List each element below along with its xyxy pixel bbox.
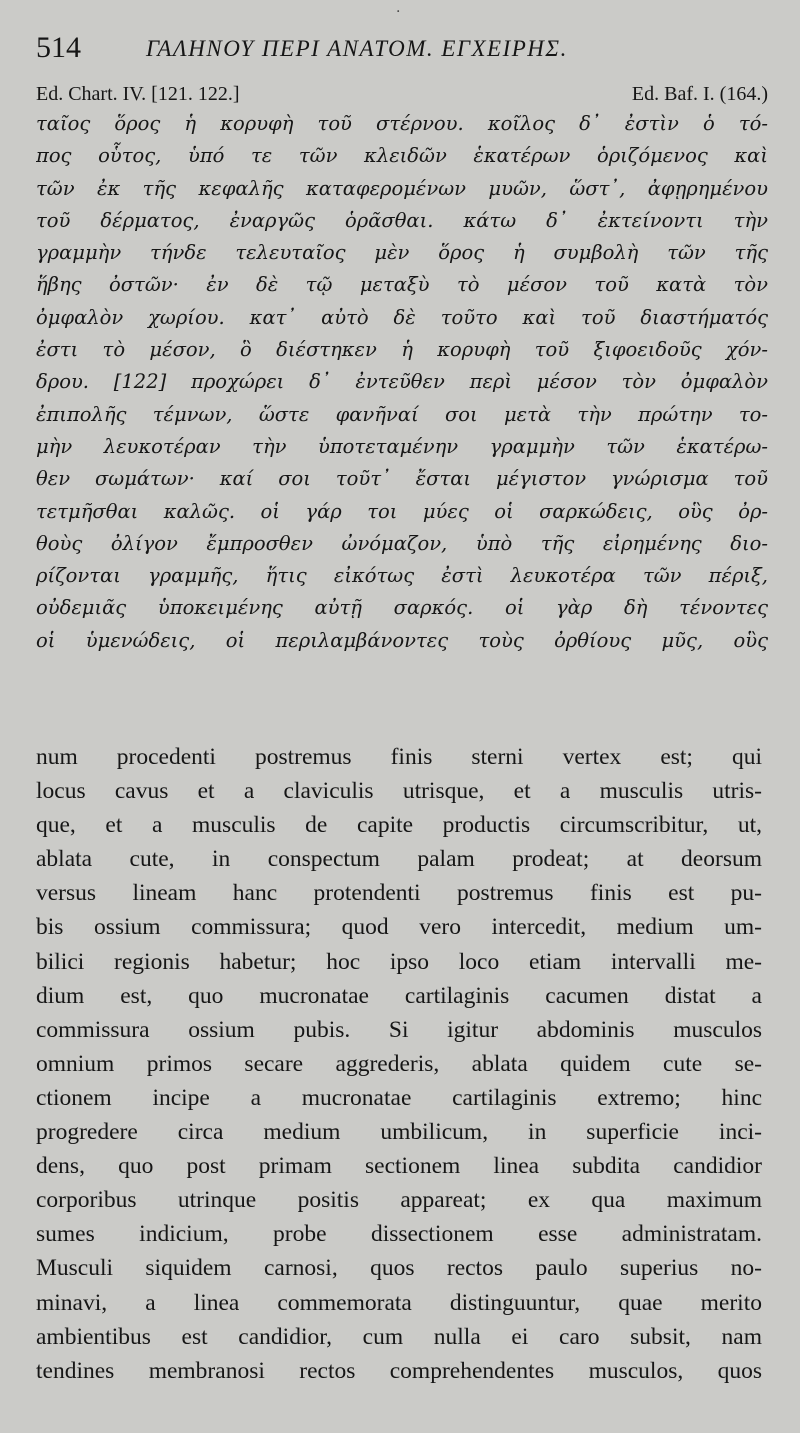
- page-number: 514: [36, 31, 81, 64]
- greek-line: ὀμφαλὸν χωρίου. κατ᾽ αὐτὸ δὲ τοῦτο καὶ τοῦ διαστήματός: [36, 305, 768, 329]
- latin-line: ctionem incipe a mucronatae cartilaginis extremo; hinc: [36, 1084, 762, 1111]
- latin-line: dens, quo post primam sectionem linea subdita candidior: [36, 1153, 762, 1180]
- edition-reference-basel: Ed. Baf. I. (164.): [631, 83, 768, 105]
- edition-reference-chart: Ed. Chart. IV. [121. 122.]: [36, 83, 240, 105]
- greek-line: τετμῆσθαι καλῶς. οἱ γάρ τοι μύες οἱ σαρκώδεις, οὓς ὀρ-: [36, 499, 768, 523]
- greek-line: θεν σωμάτων· καί σοι τοῦτ᾽ ἔσται μέγιστον γνώρισμα τοῦ: [36, 467, 768, 491]
- printer-mark: ·: [396, 4, 401, 20]
- latin-line: versus lineam hanc protendenti postremus finis est pu-: [36, 880, 762, 907]
- greek-line: τοῦ δέρματος, ἐναργῶς ὁρᾶσθαι. κάτω δ᾽ ἐκτείνοντι τὴν: [36, 208, 768, 232]
- greek-line: ρίζονται γραμμῆς, ἥτις εἰκότως ἐστὶ λευκοτέρα τῶν πέριξ,: [36, 564, 768, 588]
- greek-text-block: [36, 108, 768, 657]
- latin-line: minavi, a linea commemorata distinguuntur, quae merito: [36, 1289, 762, 1316]
- greek-line: δρου. [122] προχώρει δ᾽ ἐντεῦθεν περὶ μέσον τὸν ὀμφαλὸν: [36, 370, 768, 394]
- latin-line: bilici regionis habetur; hoc ipso loco etiam intervalli me-: [36, 948, 762, 975]
- greek-line: θοὺς ὀλίγον ἔμπροσθεν ὠνόμαζον, ὑπὸ τῆς εἰρημένης διο-: [36, 531, 768, 555]
- latin-line: bis ossium commissura; quod vero intercedit, medium um-: [36, 914, 762, 941]
- show-through-ink: [40, 703, 740, 725]
- greek-line: ἐστι τὸ μέσον, ὃ διέστηκεν ἡ κορυφὴ τοῦ ξιφοειδοῦς χόν-: [36, 338, 768, 362]
- latin-line: num procedenti postremus finis sterni vertex est; qui: [36, 744, 762, 770]
- greek-line: γραμμὴν τήνδε τελευταῖος μὲν ὅρος ἡ συμβολὴ τῶν τῆς: [36, 241, 768, 265]
- latin-line: progredere circa medium umbilicum, in superficie inci-: [36, 1119, 762, 1146]
- latin-line: dium est, quo mucronatae cartilaginis cacumen distat a: [36, 982, 762, 1009]
- latin-line: omnium primos secare aggrederis, ablata quidem cute se-: [36, 1050, 762, 1077]
- latin-line: locus cavus et a claviculis utrisque, et a musculis utris-: [36, 778, 762, 805]
- running-title: ΓΑΛΗΝΟΥ ΠΕΡΙ ΑΝΑΤΟΜ. ΕΓΧΕΙΡΗΣ.: [146, 36, 568, 61]
- greek-line: οἱ ὑμενώδεις, οἱ περιλαμβάνοντες τοὺς ὀρθίους μῦς, οὓς: [36, 628, 768, 652]
- latin-line: corporibus utrinque positis appareat; ex qua maximum: [36, 1187, 762, 1214]
- latin-line: que, et a musculis de capite productis circumscribitur, ut,: [36, 812, 762, 839]
- latin-line: ablata cute, in conspectum palam prodeat; at deorsum: [36, 846, 762, 873]
- latin-line: commissura ossium pubis. Si igitur abdominis musculos: [36, 1016, 762, 1043]
- page-header: [36, 30, 776, 70]
- latin-line: tendines membranosi rectos comprehendentes musculos, quos: [36, 1357, 762, 1384]
- edition-reference-line: [36, 80, 768, 108]
- greek-line: ἥβης ὀστῶν· ἐν δὲ τῷ μεταξὺ τὸ μέσον τοῦ κατὰ τὸν: [36, 273, 768, 297]
- latin-text-block: [36, 740, 762, 1388]
- latin-line: ambientibus est candidior, cum nulla ei caro subsit, nam: [36, 1323, 762, 1350]
- greek-line: τῶν ἐκ τῆς κεφαλῆς καταφερομένων μυῶν, ὥστ᾽, ἀφῃρημένου: [36, 176, 768, 200]
- greek-line: μὴν λευκοτέραν τὴν ὑποτεταμένην γραμμὴν τῶν ἑκατέρω-: [36, 434, 768, 458]
- latin-line: sumes indicium, probe dissectionem esse administratam.: [36, 1221, 762, 1248]
- greek-line: ταῖος ὅρος ἡ κορυφὴ τοῦ στέρνου. κοῖλος δ᾽ ἐστὶν ὁ τό-: [36, 112, 768, 135]
- greek-line: πος οὗτος, ὑπό τε τῶν κλειδῶν ἑκατέρων ὁριζόμενος καὶ: [36, 144, 768, 168]
- greek-line: ἐπιπολῆς τέμνων, ὥστε φανῆναί σοι μετὰ τὴν πρώτην το-: [36, 402, 768, 426]
- greek-line: οὐδεμιᾶς ὑποκειμένης αὐτῇ σαρκός. οἱ γὰρ δὴ τένοντες: [36, 596, 768, 620]
- latin-line: Musculi siquidem carnosi, quos rectos paulo superius no-: [36, 1255, 762, 1282]
